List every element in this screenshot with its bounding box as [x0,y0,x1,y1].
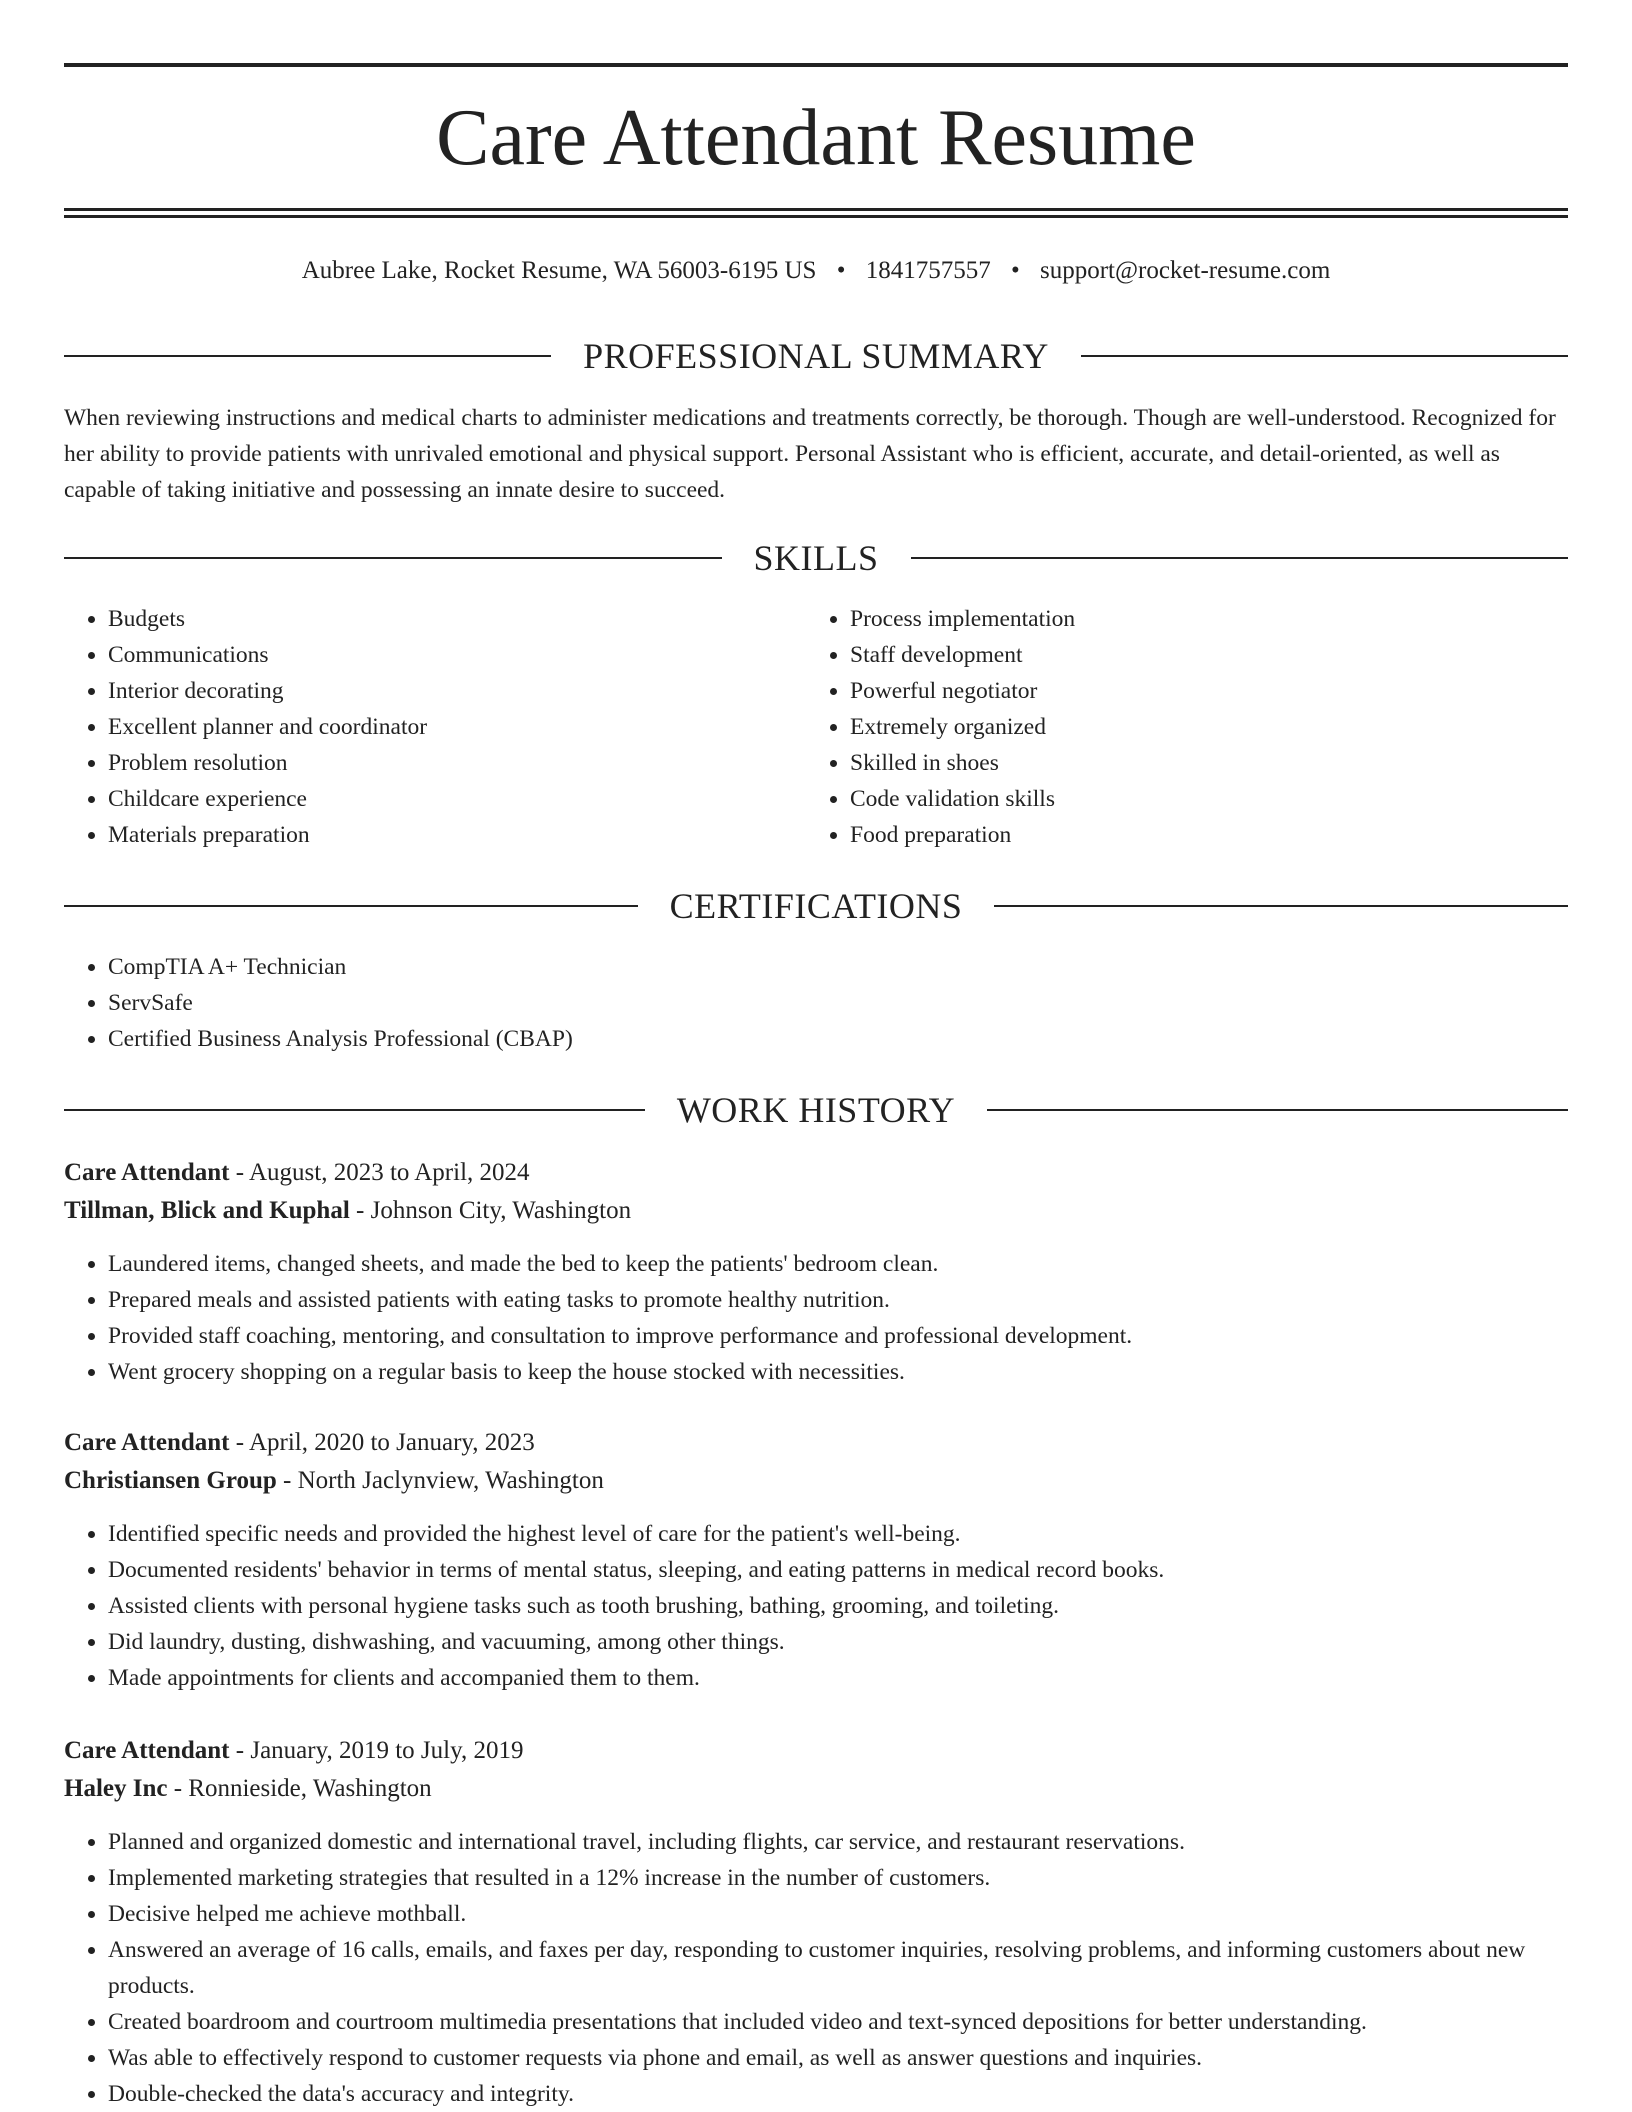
job-bullet: • Answered an average of 16 calls, emails, and faxes per day, responding to customer inquiries, resolving problems, and informing customers about new products. [108,1932,1568,2004]
skills-list-right [806,601,1506,853]
skill-item: • Code validation skills [850,781,1506,817]
summary-text: When reviewing instructions and medical charts to administer medications and treatments correctly, be thorough. Though are well-understood. Recognized for her ability to provide patients with unrivaled emotional and physical support. Personal Assistant who is efficient, accurate, and detail-oriented, as well as capable of taking initiative and possessing an innate desire to succeed. [64,405,1556,503]
section-rule [1081,355,1568,357]
section-header-certifications [64,884,1568,928]
certification-item: • ServSafe [108,985,1568,1021]
skill-item: • Skilled in shoes [850,745,1506,781]
job-bullet: • Laundered items, changed sheets, and made the bed to keep the patients' bedroom clean. [108,1246,1568,1282]
job-bullet: • Prepared meals and assisted patients with eating tasks to promote healthy nutrition. [108,1282,1568,1318]
job-company: Christiansen Group [64,1467,277,1494]
section-rule [987,1109,1568,1111]
job-bullet: • Did laundry, dusting, dishwashing, and vacuuming, among other things. [108,1624,1568,1660]
skill-item: • Childcare experience [108,781,764,817]
job-title: Care Attendant [64,1159,230,1186]
section-rule [911,557,1569,559]
job-title-line [64,1424,1568,1462]
contact-address: Aubree Lake, Rocket Resume, WA 56003-6195 US [301,257,817,284]
job-bullet: • Went grocery shopping on a regular basis to keep the house stocked with necessities. [108,1354,1568,1390]
section-title-certifications: CERTIFICATIONS [669,886,963,926]
skill-item: • Materials preparation [108,817,764,853]
job-bullet: • Identified specific needs and provided the highest level of care for the patient's well-being. [108,1516,1568,1552]
job-company-line [64,1462,1568,1500]
title-double-rule [64,208,1568,218]
job-location: - Johnson City, Washington [349,1197,632,1224]
job-bullets [64,1516,1568,1696]
skill-item: • Powerful negotiator [850,673,1506,709]
skill-item: • Process implementation [850,601,1506,637]
job-bullet: • Planned and organized domestic and international travel, including flights, car service, and restaurant reservations. [108,1824,1568,1860]
job-title: Care Attendant [64,1429,230,1456]
job-bullets [64,1824,1568,2112]
section-rule [994,905,1568,907]
job-bullets [64,1246,1568,1390]
job-entry [64,1732,1568,2112]
certification-item: • Certified Business Analysis Professional (CBAP) [108,1021,1568,1057]
top-rule [64,63,1568,67]
skill-item: • Extremely organized [850,709,1506,745]
skill-item: • Problem resolution [108,745,764,781]
skill-item: • Budgets [108,601,764,637]
job-location: - Ronnieside, Washington [167,1775,432,1802]
skill-item: • Excellent planner and coordinator [108,709,764,745]
section-rule [64,905,638,907]
job-bullet: • Assisted clients with personal hygiene tasks such as tooth brushing, bathing, grooming, and toileting. [108,1588,1568,1624]
job-location: - North Jaclynview, Washington [276,1467,604,1494]
job-bullet: • Double-checked the data's accuracy and integrity. [108,2076,1568,2112]
section-title-work: WORK HISTORY [676,1090,956,1130]
job-dates: - April, 2020 to January, 2023 [229,1429,535,1456]
certifications-list [64,949,1568,1057]
section-header-work [64,1088,1568,1132]
skill-item: • Interior decorating [108,673,764,709]
job-company: Haley Inc [64,1775,168,1802]
job-company-line [64,1770,1568,1808]
job-entry [64,1154,1568,1390]
job-title: Care Attendant [64,1737,230,1764]
job-dates: - January, 2019 to July, 2019 [229,1737,524,1764]
job-company-line [64,1192,1568,1230]
job-dates: - August, 2023 to April, 2024 [229,1159,530,1186]
certification-item: • CompTIA A+ Technician [108,949,1568,985]
job-entry [64,1424,1568,1696]
skills-left-column [64,601,764,853]
section-title-skills: SKILLS [753,538,879,578]
section-rule [64,557,722,559]
job-title-line [64,1732,1568,1770]
skill-item: • Staff development [850,637,1506,673]
job-title-line [64,1154,1568,1192]
job-bullet: • Decisive helped me achieve mothball. [108,1896,1568,1932]
job-bullet: • Created boardroom and courtroom multimedia presentations that included video and text-synced depositions for better understanding. [108,2004,1568,2040]
job-bullet: • Documented residents' behavior in terms of mental status, sleeping, and eating patterns in medical record books. [108,1552,1568,1588]
section-header-skills [64,536,1568,580]
job-company: Tillman, Blick and Kuphal [64,1197,350,1224]
job-bullet: • Made appointments for clients and accompanied them to them. [108,1660,1568,1696]
job-bullet: • Implemented marketing strategies that resulted in a 12% increase in the number of customers. [108,1860,1568,1896]
section-header-summary [64,334,1568,378]
skills-right-column [806,601,1506,853]
section-rule [64,355,551,357]
resume-title: Care Attendant Resume [436,94,1196,182]
contact-phone: 1841757557 [865,257,991,284]
skills-list-left [64,601,764,853]
contact-line [64,254,1568,288]
skill-item: • Food preparation [850,817,1506,853]
certifications-block [64,949,1568,1057]
section-title-summary: PROFESSIONAL SUMMARY [583,336,1049,376]
contact-separator: • [1010,257,1020,284]
job-bullet: • Was able to effectively respond to customer requests via phone and email, as well as answer questions and inquiries. [108,2040,1568,2076]
skill-item: • Communications [108,637,764,673]
job-bullet: • Provided staff coaching, mentoring, and consultation to improve performance and professional development. [108,1318,1568,1354]
section-rule [64,1109,645,1111]
contact-separator: • [836,257,846,284]
contact-email: support@rocket-resume.com [1039,257,1331,284]
